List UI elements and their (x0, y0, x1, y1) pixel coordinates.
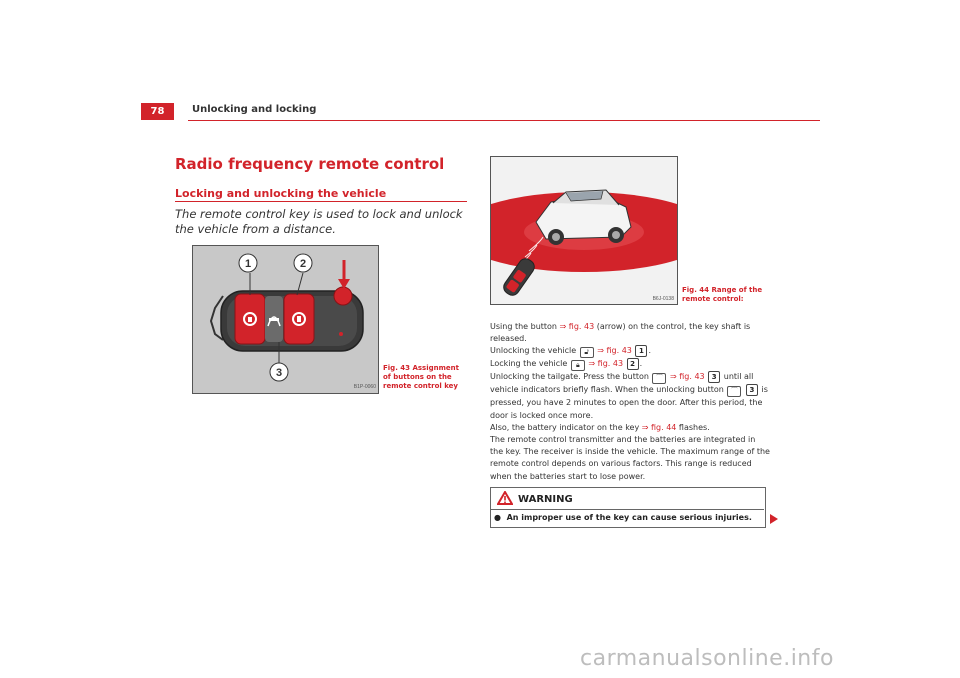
unlock-icon: 🔓︎ (580, 347, 594, 358)
warning-title: WARNING (518, 494, 573, 505)
paragraph-key-release: Using the button ⇒ fig. 43 (arrow) on the control, the key shaft is released. (490, 322, 751, 344)
subsection-title: Locking and unlocking the vehicle (175, 187, 387, 200)
tailgate-icon: ⌒ (727, 386, 741, 397)
warning-triangle-icon (497, 491, 513, 505)
page-number: 78 (141, 103, 174, 120)
figure-43-caption: Fig. 43 Assignment of buttons on the remote control key (383, 364, 459, 390)
body-text (490, 321, 770, 483)
intro-text: The remote control key is used to lock and unlock the vehicle from a distance. (175, 207, 463, 236)
callout-badge: 3 (708, 371, 720, 383)
warning-text: ● An improper use of the key can cause serious injuries. (494, 513, 752, 522)
callout-2: 2 (299, 258, 307, 270)
next-page-arrow-icon (770, 514, 778, 524)
section-title: Radio frequency remote control (175, 155, 445, 173)
warning-divider (490, 509, 764, 510)
watermark: carmanualsonline.info (580, 646, 834, 671)
callout-badge: 2 (627, 358, 639, 370)
figure-reference-link[interactable]: ⇒ fig. 43 (559, 322, 595, 331)
callout-1: 1 (244, 258, 252, 270)
subsection-divider (175, 201, 467, 202)
paragraph-lock: Locking the vehicle 🔒︎ ⇒ fig. 43 2 . (490, 359, 643, 370)
figure-reference-link[interactable]: ⇒ fig. 44 (641, 422, 677, 432)
figure-code: B6J-0138 (652, 296, 674, 302)
paragraph-unlock: Unlocking the vehicle 🔓︎ ⇒ fig. 43 1 . (490, 346, 651, 357)
lock-icon: 🔒︎ (571, 360, 585, 371)
chapter-title: Unlocking and locking (192, 104, 317, 115)
figure-reference-link[interactable]: ⇒ fig. 43 (597, 346, 632, 356)
callout-badge: 1 (635, 345, 647, 357)
paragraph-tailgate: Unlocking the tailgate. Press the button ⌒ ⇒ fig. 43 3 until all vehicle indicators briefly flash. When the unlocking button ⌒ 3 is pressed, you have 2 minutes to open the door. After this period, the door is locked once more. (490, 372, 768, 420)
paragraph-range: The remote control transmitter and the batteries are integrated in the key. The receiver is inside the vehicle. The maximum range of the remote control depends on various factors. This range is reduced when the batteries start to lose power. (490, 435, 770, 481)
figure-43-remote-key (192, 245, 379, 394)
figure-44-range (490, 156, 678, 305)
tailgate-icon: ⌒ (652, 373, 666, 384)
callout-3: 3 (275, 367, 283, 379)
figure-reference-link[interactable]: ⇒ fig. 43 (670, 372, 705, 382)
figure-code: B1P-0060 (353, 384, 376, 390)
callout-badge: 3 (746, 384, 758, 396)
paragraph-battery: Also, the battery indicator on the key ⇒ fig. 44 flashes. (490, 422, 710, 432)
figure-44-caption: Fig. 44 Range of the remote control: (682, 286, 763, 303)
figure-reference-link[interactable]: ⇒ fig. 43 (588, 359, 624, 369)
header-divider (188, 120, 820, 121)
